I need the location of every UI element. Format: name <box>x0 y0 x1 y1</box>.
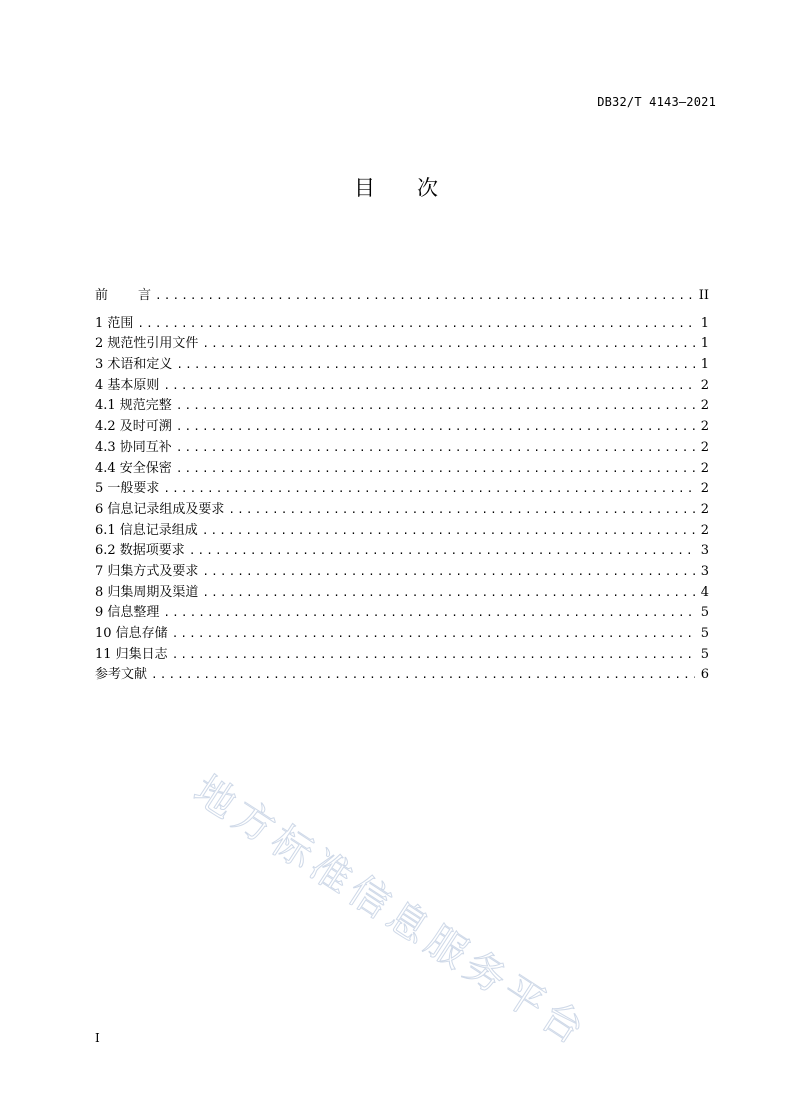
page-number: I <box>95 1031 100 1045</box>
toc-title-part-1: 目 <box>354 176 375 200</box>
toc-entry[interactable] <box>95 355 709 376</box>
toc-leader-dots <box>176 459 695 480</box>
toc-entry[interactable] <box>95 334 709 355</box>
toc-leader-dots <box>172 645 695 666</box>
toc-entry-label: 11 归集日志 <box>95 646 168 662</box>
toc-leader-dots <box>176 355 695 376</box>
toc-entry[interactable] <box>95 500 709 521</box>
toc-entry-page: 2 <box>700 481 709 497</box>
toc-entry-page: 2 <box>700 501 709 517</box>
toc-entry-foreword[interactable] <box>95 286 709 307</box>
toc-entry[interactable] <box>95 396 709 417</box>
toc-entry-page: 5 <box>700 626 709 641</box>
toc-entry-page: 2 <box>700 398 709 414</box>
toc-entry-label: 9 信息整理 <box>95 605 160 621</box>
toc-entry-label: 1 范围 <box>95 315 134 331</box>
toc-entry-label: 8 归集周期及渠道 <box>95 584 199 600</box>
toc-entry-label: 4.4 安全保密 <box>95 460 172 476</box>
toc-entry-label-part-1: 前 <box>95 288 109 303</box>
toc-entry-label: 6.2 数据项要求 <box>95 543 185 559</box>
toc-leader-dots <box>202 583 695 604</box>
toc-entry-page: 1 <box>700 336 709 352</box>
toc-leader-dots <box>176 396 695 417</box>
toc-leader-dots <box>163 479 695 500</box>
toc-entry[interactable] <box>95 459 709 480</box>
toc-entry[interactable] <box>95 541 709 562</box>
table-of-contents <box>95 286 709 686</box>
toc-leader-dots <box>202 521 695 542</box>
toc-leader-dots <box>163 603 695 624</box>
toc-entry-page: 3 <box>700 563 709 579</box>
toc-entry[interactable] <box>95 583 709 604</box>
watermark: 地方标准信息服务平台 <box>185 767 597 1057</box>
toc-entry-label: 4.2 及时可溯 <box>95 419 172 435</box>
toc-entry-page: 2 <box>700 377 709 393</box>
document-code: DB32/T 4143—2021 <box>597 95 716 109</box>
toc-leader-dots <box>189 541 695 562</box>
toc-leader-dots <box>176 438 695 459</box>
toc-entry[interactable] <box>95 624 709 645</box>
toc-entry-label-part-2: 言 <box>138 288 152 303</box>
toc-entry-label: 10 信息存储 <box>95 626 168 641</box>
toc-entry-page: II <box>698 288 709 303</box>
toc-entry[interactable] <box>95 376 709 397</box>
toc-entry-label: 6 信息记录组成及要求 <box>95 501 225 517</box>
toc-leader-dots <box>228 500 695 521</box>
toc-title-part-2: 次 <box>417 176 438 200</box>
toc-entry-page: 1 <box>700 315 709 331</box>
toc-entry-label: 7 归集方式及要求 <box>95 563 199 579</box>
toc-entry-label: 3 术语和定义 <box>95 357 173 373</box>
toc-entry[interactable] <box>95 314 709 335</box>
toc-entry[interactable] <box>95 521 709 542</box>
toc-leader-dots <box>151 665 695 686</box>
toc-entry-label: 参考文献 <box>95 667 148 683</box>
toc-title <box>0 172 792 202</box>
toc-leader-dots <box>176 417 695 438</box>
toc-entry-label: 6.1 信息记录组成 <box>95 522 198 538</box>
toc-leader-dots <box>137 314 695 335</box>
toc-entry-label: 4.3 协同互补 <box>95 439 172 455</box>
toc-leader-dots <box>172 624 695 645</box>
toc-entry[interactable] <box>95 603 709 624</box>
toc-leader-dots <box>163 376 695 397</box>
toc-leader-dots <box>202 562 695 583</box>
toc-entry-page: 5 <box>700 605 709 621</box>
toc-entry-label <box>95 286 151 307</box>
toc-entry[interactable] <box>95 562 709 583</box>
toc-entry-page: 2 <box>700 522 709 538</box>
toc-entry-label: 4 基本原则 <box>95 377 160 393</box>
toc-leader-dots <box>155 286 695 307</box>
toc-entry-page: 2 <box>700 439 709 455</box>
toc-entry-page: 5 <box>700 646 709 662</box>
toc-entry-page: 6 <box>700 667 709 683</box>
toc-entry-page: 2 <box>700 419 709 435</box>
toc-entry-label: 5 一般要求 <box>95 481 160 497</box>
toc-entry[interactable] <box>95 479 709 500</box>
toc-entry-label: 4.1 规范完整 <box>95 398 172 414</box>
toc-entry-page: 3 <box>700 543 709 559</box>
toc-entry[interactable] <box>95 645 709 666</box>
toc-entry-page: 1 <box>700 357 709 373</box>
toc-entry-page: 4 <box>700 584 709 600</box>
toc-entry[interactable] <box>95 665 709 686</box>
toc-entry[interactable] <box>95 417 709 438</box>
toc-entry-page: 2 <box>700 460 709 476</box>
toc-entry-label: 2 规范性引用文件 <box>95 336 199 352</box>
toc-leader-dots <box>202 334 695 355</box>
toc-entry[interactable] <box>95 438 709 459</box>
